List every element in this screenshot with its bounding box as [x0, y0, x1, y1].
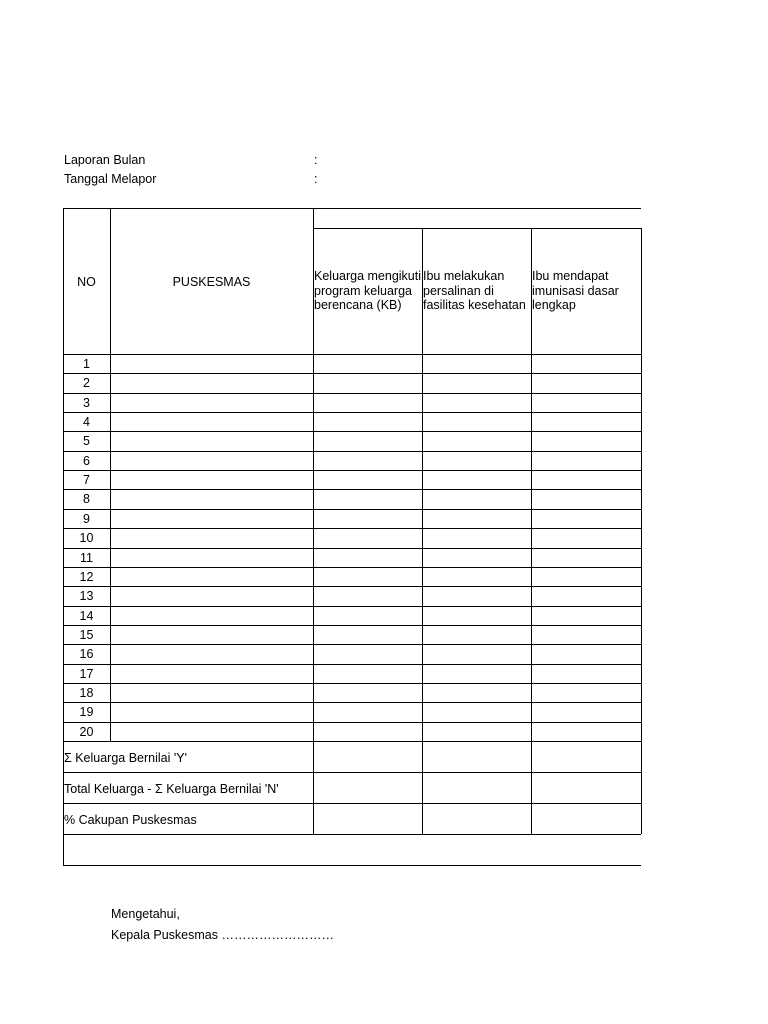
row-divider: [63, 470, 641, 471]
row-number: 14: [79, 608, 94, 623]
row-divider: [63, 683, 641, 684]
row-number: 1: [83, 356, 90, 371]
row-number: 20: [79, 724, 94, 739]
row-divider: [63, 489, 641, 490]
report-date-separator: :: [314, 172, 318, 186]
row-number: 3: [83, 395, 90, 410]
row-divider: [63, 625, 641, 626]
row-number: 5: [83, 433, 90, 448]
row-divider: [63, 644, 641, 645]
row-number: 19: [79, 704, 94, 719]
column-header-imunisasi-text: Ibu mendapat imunisasi dasar lengkap: [532, 269, 619, 313]
column-header-imunisasi: [531, 228, 639, 354]
row-number: 16: [79, 646, 94, 661]
report-month-separator: :: [314, 153, 318, 167]
row-divider: [63, 509, 641, 510]
acknowledge-text: Mengetahui,: [111, 907, 180, 921]
row-divider: [63, 412, 641, 413]
row-number: 11: [80, 550, 93, 565]
row-number: 2: [83, 375, 90, 390]
report-date-label: Tanggal Melapor: [64, 172, 157, 186]
column-header-kb-text: Keluarga mengikuti program keluarga berencana (KB): [314, 269, 422, 313]
row-divider: [63, 431, 641, 432]
row-number: 4: [83, 414, 90, 429]
row-divider: [63, 548, 641, 549]
row-divider: [63, 451, 641, 452]
row-number: 15: [79, 627, 94, 642]
row-number: 9: [83, 511, 90, 526]
column-header-kb: [313, 228, 421, 354]
row-number: 8: [83, 491, 90, 506]
row-number: 7: [83, 472, 90, 487]
row-divider: [63, 722, 641, 723]
row-number: 10: [79, 530, 94, 545]
summary-coverage-label: % Cakupan Puskesmas: [64, 812, 197, 827]
row-number: 6: [83, 453, 90, 468]
head-signature-line: Kepala Puskesmas ………………………: [111, 928, 334, 942]
row-number: 18: [79, 685, 94, 700]
row-divider: [63, 373, 641, 374]
column-header-persalinan-text: Ibu melakukan persalinan di fasilitas kesehatan: [423, 269, 526, 313]
row-divider: [63, 586, 641, 587]
column-header-puskesmas: PUSKESMAS: [172, 274, 251, 289]
table-border-bottom: [63, 865, 641, 866]
row-divider: [63, 567, 641, 568]
column-header-no: NO: [77, 274, 96, 289]
summary-total-y-label: Σ Keluarga Bernilai 'Y': [64, 750, 187, 765]
row-divider: [63, 393, 641, 394]
row-divider: [63, 528, 641, 529]
row-divider: [63, 606, 641, 607]
row-number: 12: [79, 569, 94, 584]
column-divider: [641, 228, 642, 834]
row-divider: [63, 354, 641, 355]
row-number: 13: [79, 588, 94, 603]
row-divider: [63, 702, 641, 703]
row-number: 17: [79, 666, 94, 681]
column-header-persalinan: [422, 228, 530, 354]
row-divider: [63, 664, 641, 665]
summary-total-n-label: Total Keluarga - Σ Keluarga Bernilai 'N': [64, 781, 279, 796]
report-month-label: Laporan Bulan: [64, 153, 146, 167]
